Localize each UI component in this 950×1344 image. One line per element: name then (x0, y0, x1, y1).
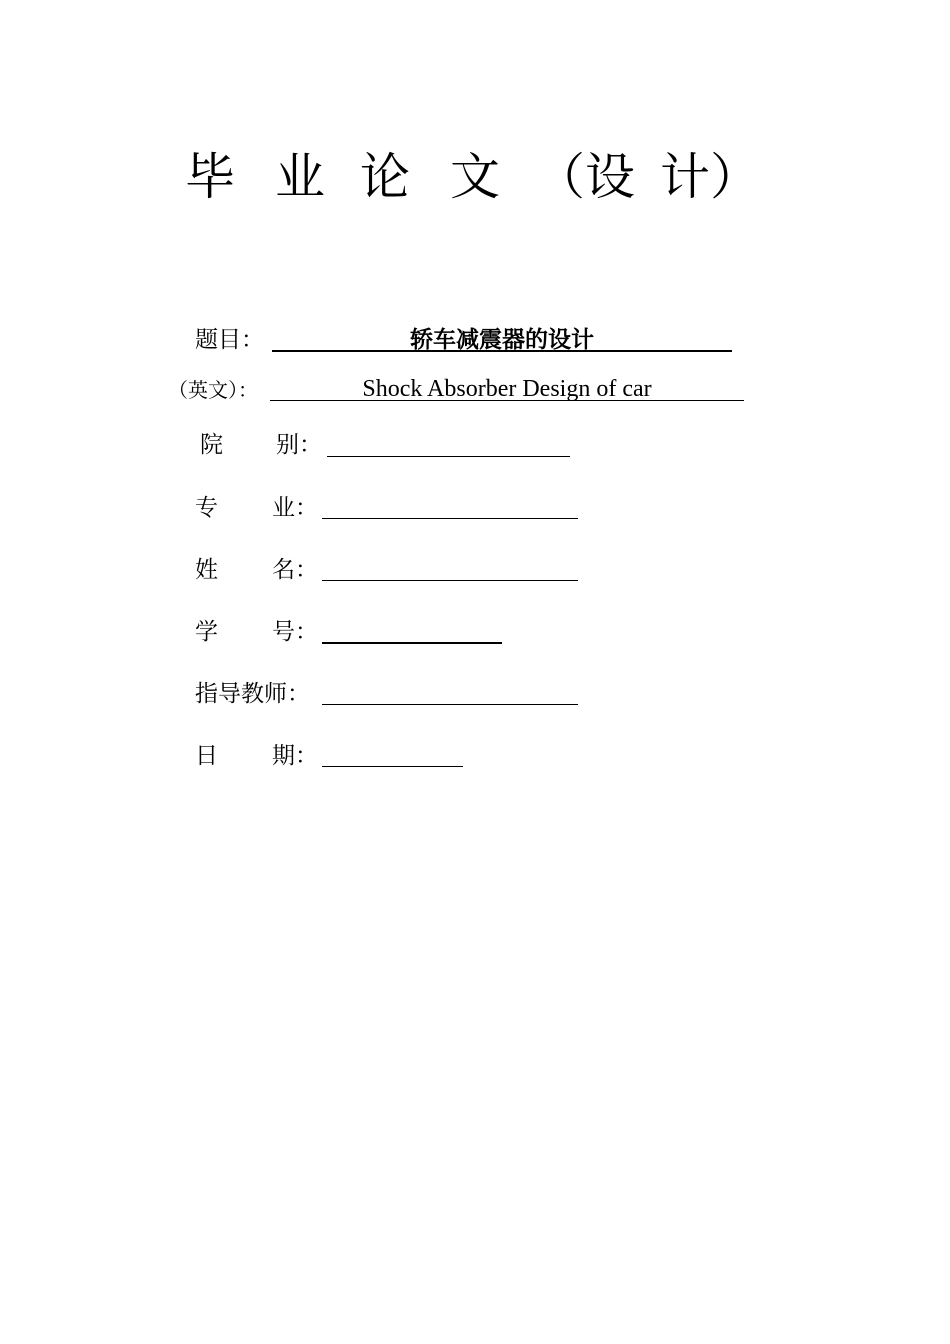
thesis-title-label: 题目： (195, 327, 264, 353)
english-title-value: Shock Absorber Design of car (362, 376, 652, 402)
department-underline (327, 456, 570, 457)
name-underline (322, 580, 578, 581)
student-id-label-a: 学 (195, 619, 218, 645)
name-label-b: 名： (272, 557, 318, 583)
department-label-b: 别： (276, 432, 322, 458)
main-title-char: 毕 (185, 148, 235, 206)
advisor-underline (322, 704, 578, 705)
student-id-label-b: 号： (272, 619, 318, 645)
major-label-a: 专 (195, 495, 218, 521)
english-title-underline (270, 400, 744, 401)
advisor-label: 指导教师： (195, 681, 310, 707)
main-title-char: 论 (360, 148, 410, 206)
main-title-char: （设 (535, 148, 635, 206)
major-label-b: 业： (272, 495, 318, 521)
student-id-underline (322, 642, 502, 644)
date-underline (322, 766, 463, 767)
name-label-a: 姓 (195, 557, 218, 583)
main-title-char: 文 (450, 148, 500, 206)
main-title-char: 业 (275, 148, 325, 206)
major-underline (322, 518, 578, 519)
date-label-a: 日 (195, 743, 218, 769)
thesis-title-underline (272, 350, 732, 352)
department-label-a: 院 (200, 432, 223, 458)
thesis-title-value: 轿车减震器的设计 (410, 326, 594, 353)
main-title-char: 计） (660, 148, 760, 206)
date-label-b: 期： (272, 743, 318, 769)
english-title-label: （英文）： (168, 378, 258, 402)
main-title (180, 142, 780, 212)
